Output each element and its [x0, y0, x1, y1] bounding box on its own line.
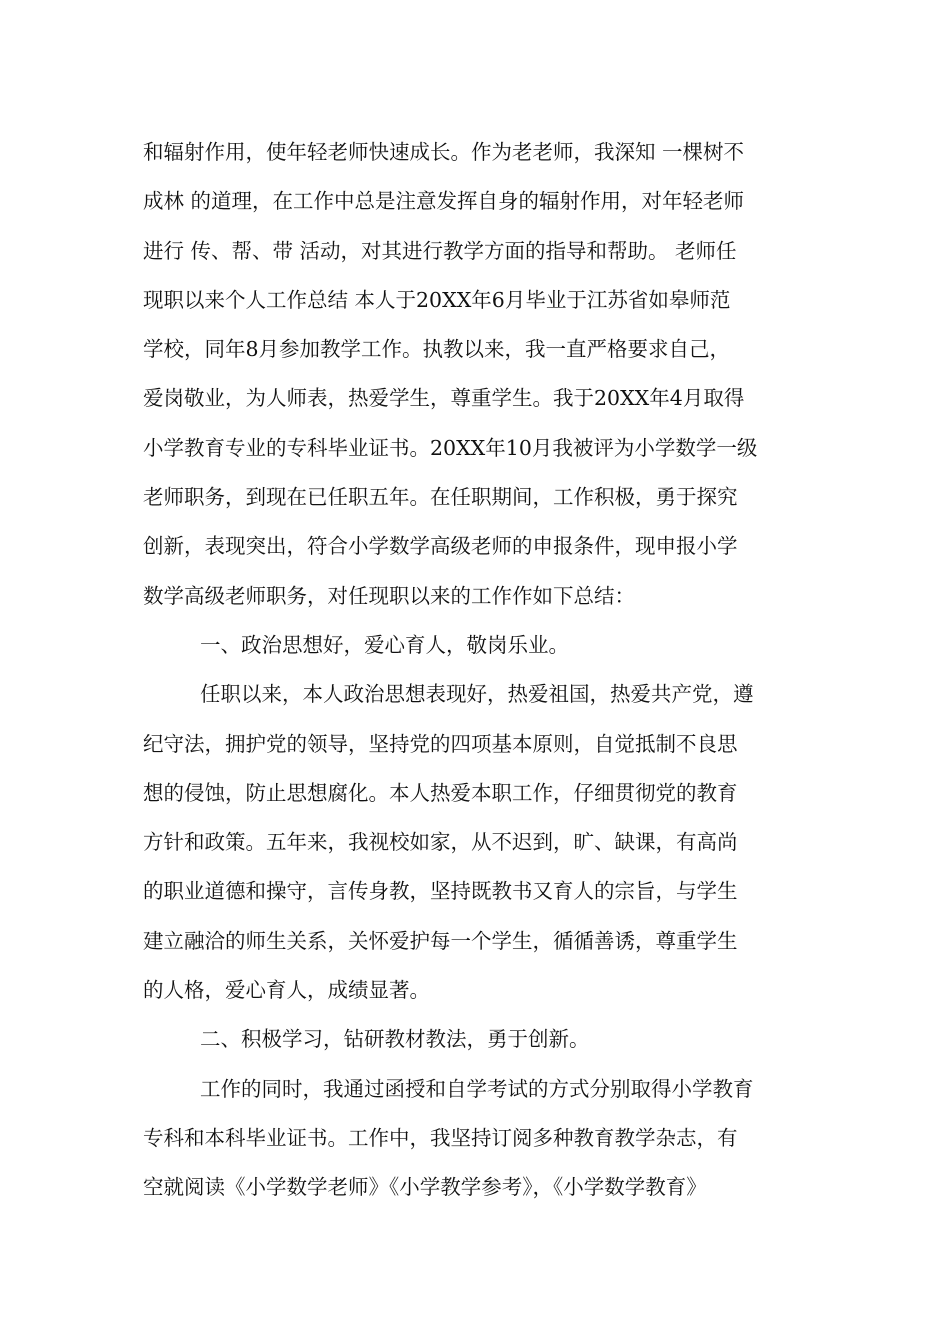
text-line-4: 现职以来个人工作总结 本人于20XX年6月毕业于江苏省如皋师范 [143, 287, 731, 312]
text-line-8: 老师职务，到现在已任职五年。在任职期间，工作积极，勇于探究 [143, 485, 738, 510]
section-heading-2: 二、积极学习，钻研教材教法，勇于创新。 [200, 1027, 590, 1052]
text-line-13: 纪守法，拥护党的领导，坚持党的四项基本原则，自觉抵制不良思 [143, 731, 738, 756]
text-line-6: 爱岗敬业，为人师表，热爱学生，尊重学生。我于20XX年4月取得 [143, 386, 745, 411]
text-line-10: 数学高级老师职务，对任现职以来的工作作如下总结： [143, 583, 635, 608]
text-line-21: 专科和本科毕业证书。工作中，我坚持订阅多种教育教学杂志，有 [143, 1125, 738, 1150]
text-line-22: 空就阅读《小学数学老师》《小学教学参考》，《小学数学教育》 [143, 1175, 707, 1200]
text-line-12: 任职以来，本人政治思想表现好，热爱祖国，热爱共产党，遵 [200, 682, 754, 707]
text-line-18: 的人格，爱心育人，成绩显著。 [143, 978, 430, 1003]
text-line-15: 方针和政策。五年来，我视校如家，从不迟到，旷、缺课，有高尚 [143, 830, 738, 855]
text-line-14: 想的侵蚀，防止思想腐化。本人热爱本职工作，仔细贯彻党的教育 [143, 780, 738, 805]
text-line-9: 创新，表现突出，符合小学数学高级老师的申报条件，现申报小学 [143, 534, 738, 559]
text-line-16: 的职业道德和操守，言传身教，坚持既教书又育人的宗旨，与学生 [143, 879, 738, 904]
text-line-2: 成林 的道理，在工作中总是注意发挥自身的辐射作用，对年轻老师 [143, 189, 745, 214]
document-body [143, 128, 813, 1213]
text-line-7: 小学教育专业的专科毕业证书。20XX年10月我被评为小学数学一级 [143, 435, 758, 460]
text-line-1: 和辐射作用，使年轻老师快速成长。作为老老师，我深知 一棵树不 [143, 140, 745, 164]
text-line-3: 进行 传、帮、带 活动，对其进行教学方面的指导和帮助。 老师任 [143, 238, 737, 263]
section-heading-1: 一、政治思想好，爱心育人，敬岗乐业。 [200, 632, 569, 657]
text-line-5: 学校，同年8月参加教学工作。执教以来，我一直严格要求自己， [143, 337, 731, 362]
text-line-20: 工作的同时，我通过函授和自学考试的方式分别取得小学教育 [200, 1076, 754, 1101]
text-line-17: 建立融洽的师生关系，关怀爱护每一个学生，循循善诱，尊重学生 [143, 928, 738, 953]
